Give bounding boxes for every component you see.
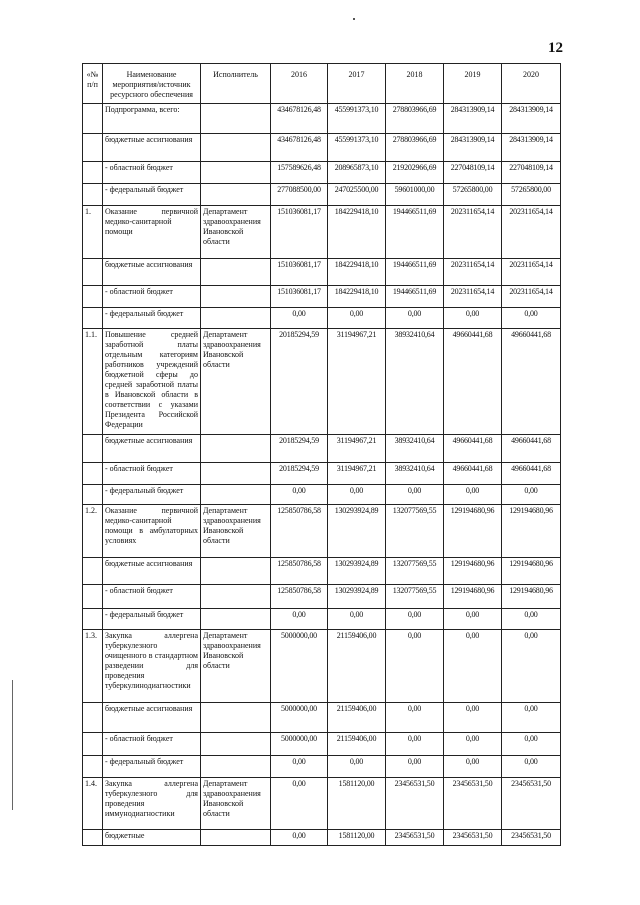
value-2018: 23456531,50	[386, 830, 444, 846]
value-2018: 0,00	[386, 733, 444, 756]
value-2017: 0,00	[328, 485, 386, 505]
value-2016: 0,00	[271, 308, 328, 329]
row-number	[83, 286, 103, 308]
value-2019: 227048109,14	[444, 162, 502, 184]
row-number	[83, 259, 103, 286]
row-name: - федеральный бюджет	[103, 308, 201, 329]
row-number	[83, 756, 103, 778]
value-2017: 31194967,21	[328, 329, 386, 435]
table-row	[83, 435, 561, 463]
value-2017: 0,00	[328, 609, 386, 630]
row-name: бюджетные ассигнования	[103, 259, 201, 286]
value-2018: 0,00	[386, 630, 444, 703]
row-name: бюджетные ассигнования	[103, 435, 201, 463]
value-2017: 21159406,00	[328, 703, 386, 733]
scan-speck	[353, 18, 355, 20]
row-executor	[201, 162, 271, 184]
row-name: - областной бюджет	[103, 463, 201, 485]
value-2016: 5000000,00	[271, 733, 328, 756]
value-2016: 0,00	[271, 778, 328, 830]
col-header-number: «№ п/п	[83, 64, 103, 104]
value-2019: 129194680,96	[444, 558, 502, 585]
value-2016: 0,00	[271, 830, 328, 846]
row-number	[83, 558, 103, 585]
row-number	[83, 134, 103, 162]
value-2017: 1581120,00	[328, 778, 386, 830]
value-2018: 0,00	[386, 308, 444, 329]
value-2020: 227048109,14	[502, 162, 561, 184]
value-2016: 5000000,00	[271, 630, 328, 703]
value-2019: 23456531,50	[444, 830, 502, 846]
row-number: 1.	[83, 206, 103, 259]
value-2018: 194466511,69	[386, 206, 444, 259]
value-2020: 0,00	[502, 308, 561, 329]
row-number	[83, 435, 103, 463]
col-header-executor: Исполнитель	[201, 64, 271, 104]
value-2020: 284313909,14	[502, 104, 561, 134]
value-2020: 0,00	[502, 733, 561, 756]
value-2020: 202311654,14	[502, 206, 561, 259]
row-executor: Департамент здравоохранения Ивановской области	[201, 329, 271, 435]
value-2018: 132077569,55	[386, 505, 444, 558]
row-name: - федеральный бюджет	[103, 609, 201, 630]
row-number	[83, 609, 103, 630]
row-executor	[201, 184, 271, 206]
value-2018: 0,00	[386, 703, 444, 733]
value-2017: 208965873,10	[328, 162, 386, 184]
value-2017: 130293924,89	[328, 505, 386, 558]
value-2016: 0,00	[271, 756, 328, 778]
value-2017: 1581120,00	[328, 830, 386, 846]
value-2018: 0,00	[386, 756, 444, 778]
row-name: бюджетные ассигнования	[103, 558, 201, 585]
value-2017: 130293924,89	[328, 585, 386, 609]
row-name: - федеральный бюджет	[103, 485, 201, 505]
value-2019: 284313909,14	[444, 134, 502, 162]
row-executor	[201, 435, 271, 463]
value-2017: 0,00	[328, 756, 386, 778]
value-2018: 278803966,69	[386, 134, 444, 162]
col-header-2017: 2017	[328, 64, 386, 104]
row-executor: Департамент здравоохранения Ивановской области	[201, 630, 271, 703]
value-2018: 38932410,64	[386, 329, 444, 435]
table-row	[83, 184, 561, 206]
row-name: - областной бюджет	[103, 162, 201, 184]
table-row	[83, 778, 561, 830]
table-row	[83, 630, 561, 703]
row-name: бюджетные ассигнования	[103, 134, 201, 162]
value-2017: 21159406,00	[328, 733, 386, 756]
value-2018: 194466511,69	[386, 286, 444, 308]
row-executor: Департамент здравоохранения Ивановской области	[201, 778, 271, 830]
value-2018: 278803966,69	[386, 104, 444, 134]
row-executor	[201, 585, 271, 609]
row-name: - федеральный бюджет	[103, 184, 201, 206]
row-name: Оказание первичной медико-санитарной помощи в амбулаторных условиях	[103, 505, 201, 558]
value-2016: 151036081,17	[271, 286, 328, 308]
row-executor	[201, 609, 271, 630]
value-2018: 59601000,00	[386, 184, 444, 206]
value-2016: 277088500,00	[271, 184, 328, 206]
value-2018: 194466511,69	[386, 259, 444, 286]
value-2019: 0,00	[444, 756, 502, 778]
value-2018: 0,00	[386, 485, 444, 505]
row-number	[83, 585, 103, 609]
table-row	[83, 134, 561, 162]
value-2020: 23456531,50	[502, 830, 561, 846]
row-name: - областной бюджет	[103, 286, 201, 308]
table-row	[83, 585, 561, 609]
row-number	[83, 104, 103, 134]
row-executor	[201, 830, 271, 846]
table-row	[83, 329, 561, 435]
value-2020: 202311654,14	[502, 259, 561, 286]
value-2019: 129194680,96	[444, 585, 502, 609]
value-2017: 31194967,21	[328, 463, 386, 485]
table-row	[83, 286, 561, 308]
value-2020: 49660441,68	[502, 463, 561, 485]
row-number	[83, 703, 103, 733]
value-2019: 202311654,14	[444, 206, 502, 259]
row-name: - областной бюджет	[103, 733, 201, 756]
value-2020: 129194680,96	[502, 558, 561, 585]
value-2016: 20185294,59	[271, 435, 328, 463]
col-header-2018: 2018	[386, 64, 444, 104]
value-2020: 0,00	[502, 703, 561, 733]
value-2019: 49660441,68	[444, 435, 502, 463]
value-2019: 284313909,14	[444, 104, 502, 134]
row-number	[83, 463, 103, 485]
value-2016: 20185294,59	[271, 329, 328, 435]
value-2020: 0,00	[502, 485, 561, 505]
row-executor	[201, 463, 271, 485]
table-row	[83, 558, 561, 585]
table-row	[83, 505, 561, 558]
value-2018: 38932410,64	[386, 435, 444, 463]
value-2020: 129194680,96	[502, 585, 561, 609]
value-2020: 284313909,14	[502, 134, 561, 162]
row-name: бюджетные ассигнования	[103, 703, 201, 733]
value-2019: 0,00	[444, 485, 502, 505]
row-executor	[201, 485, 271, 505]
row-number: 1.4.	[83, 778, 103, 830]
row-name: Оказание первичной медико-санитарной помощи	[103, 206, 201, 259]
value-2016: 5000000,00	[271, 703, 328, 733]
scan-margin-mark	[12, 680, 13, 810]
funding-table	[82, 63, 561, 846]
value-2016: 434678126,48	[271, 104, 328, 134]
row-executor	[201, 703, 271, 733]
value-2020: 57265800,00	[502, 184, 561, 206]
value-2016: 125850786,58	[271, 558, 328, 585]
value-2019: 129194680,96	[444, 505, 502, 558]
table-row	[83, 756, 561, 778]
row-number	[83, 485, 103, 505]
value-2019: 0,00	[444, 703, 502, 733]
value-2017: 130293924,89	[328, 558, 386, 585]
value-2019: 202311654,14	[444, 259, 502, 286]
value-2017: 247025500,00	[328, 184, 386, 206]
col-header-2016: 2016	[271, 64, 328, 104]
row-name: Закупка аллергена туберкулезного очищенного в стандартном разведении для проведения туберкулинодиагностики	[103, 630, 201, 703]
value-2019: 0,00	[444, 630, 502, 703]
value-2017: 184229418,10	[328, 259, 386, 286]
value-2020: 0,00	[502, 609, 561, 630]
value-2019: 49660441,68	[444, 329, 502, 435]
row-name: Повышение средней заработной платы отдельным категориям работников учреждений бюджетной сферы до средней заработной платы в Ивановской области в соответствии с указами Президента Российской Федерации	[103, 329, 201, 435]
row-executor	[201, 134, 271, 162]
row-name: - федеральный бюджет	[103, 756, 201, 778]
row-number	[83, 162, 103, 184]
row-executor	[201, 756, 271, 778]
value-2018: 23456531,50	[386, 778, 444, 830]
col-header-2019: 2019	[444, 64, 502, 104]
value-2018: 132077569,55	[386, 558, 444, 585]
row-executor	[201, 104, 271, 134]
table-row	[83, 733, 561, 756]
value-2020: 23456531,50	[502, 778, 561, 830]
value-2016: 20185294,59	[271, 463, 328, 485]
value-2019: 49660441,68	[444, 463, 502, 485]
row-executor	[201, 308, 271, 329]
table-row	[83, 259, 561, 286]
col-header-2020: 2020	[502, 64, 561, 104]
table-body	[83, 104, 561, 846]
page-number: 12	[548, 40, 563, 56]
value-2019: 23456531,50	[444, 778, 502, 830]
value-2018: 38932410,64	[386, 463, 444, 485]
value-2016: 0,00	[271, 485, 328, 505]
row-number: 1.1.	[83, 329, 103, 435]
value-2017: 31194967,21	[328, 435, 386, 463]
row-executor	[201, 286, 271, 308]
value-2017: 0,00	[328, 308, 386, 329]
row-number: 1.3.	[83, 630, 103, 703]
value-2016: 125850786,58	[271, 585, 328, 609]
value-2018: 132077569,55	[386, 585, 444, 609]
table-row	[83, 830, 561, 846]
table-row	[83, 162, 561, 184]
col-header-name: Наименование мероприятия/источник ресурсного обеспечения	[103, 64, 201, 104]
value-2017: 21159406,00	[328, 630, 386, 703]
row-name: бюджетные	[103, 830, 201, 846]
value-2019: 57265800,00	[444, 184, 502, 206]
table-row	[83, 703, 561, 733]
row-executor: Департамент здравоохранения Ивановской области	[201, 505, 271, 558]
table-row	[83, 206, 561, 259]
value-2020: 129194680,96	[502, 505, 561, 558]
value-2020: 0,00	[502, 756, 561, 778]
value-2016: 151036081,17	[271, 259, 328, 286]
row-executor	[201, 259, 271, 286]
row-number	[83, 308, 103, 329]
value-2020: 49660441,68	[502, 329, 561, 435]
row-executor: Департамент здравоохранения Ивановской области	[201, 206, 271, 259]
table-row	[83, 609, 561, 630]
table-header-row	[83, 64, 561, 104]
table-row	[83, 485, 561, 505]
row-number	[83, 830, 103, 846]
row-name: - областной бюджет	[103, 585, 201, 609]
value-2018: 219202966,69	[386, 162, 444, 184]
value-2020: 49660441,68	[502, 435, 561, 463]
value-2020: 0,00	[502, 630, 561, 703]
row-number	[83, 733, 103, 756]
value-2019: 0,00	[444, 609, 502, 630]
value-2017: 184229418,10	[328, 286, 386, 308]
value-2019: 202311654,14	[444, 286, 502, 308]
value-2016: 151036081,17	[271, 206, 328, 259]
value-2019: 0,00	[444, 308, 502, 329]
value-2018: 0,00	[386, 609, 444, 630]
value-2016: 434678126,48	[271, 134, 328, 162]
value-2019: 0,00	[444, 733, 502, 756]
value-2016: 125850786,58	[271, 505, 328, 558]
row-name: Закупка аллергена туберкулезного для проведения иммунодиагностики	[103, 778, 201, 830]
row-number	[83, 184, 103, 206]
row-executor	[201, 558, 271, 585]
value-2017: 455991373,10	[328, 134, 386, 162]
table-row	[83, 104, 561, 134]
row-number: 1.2.	[83, 505, 103, 558]
table-row	[83, 463, 561, 485]
table-row	[83, 308, 561, 329]
value-2016: 157589626,48	[271, 162, 328, 184]
value-2016: 0,00	[271, 609, 328, 630]
value-2020: 202311654,14	[502, 286, 561, 308]
row-name: Подпрограмма, всего:	[103, 104, 201, 134]
value-2017: 184229418,10	[328, 206, 386, 259]
row-executor	[201, 733, 271, 756]
value-2017: 455991373,10	[328, 104, 386, 134]
